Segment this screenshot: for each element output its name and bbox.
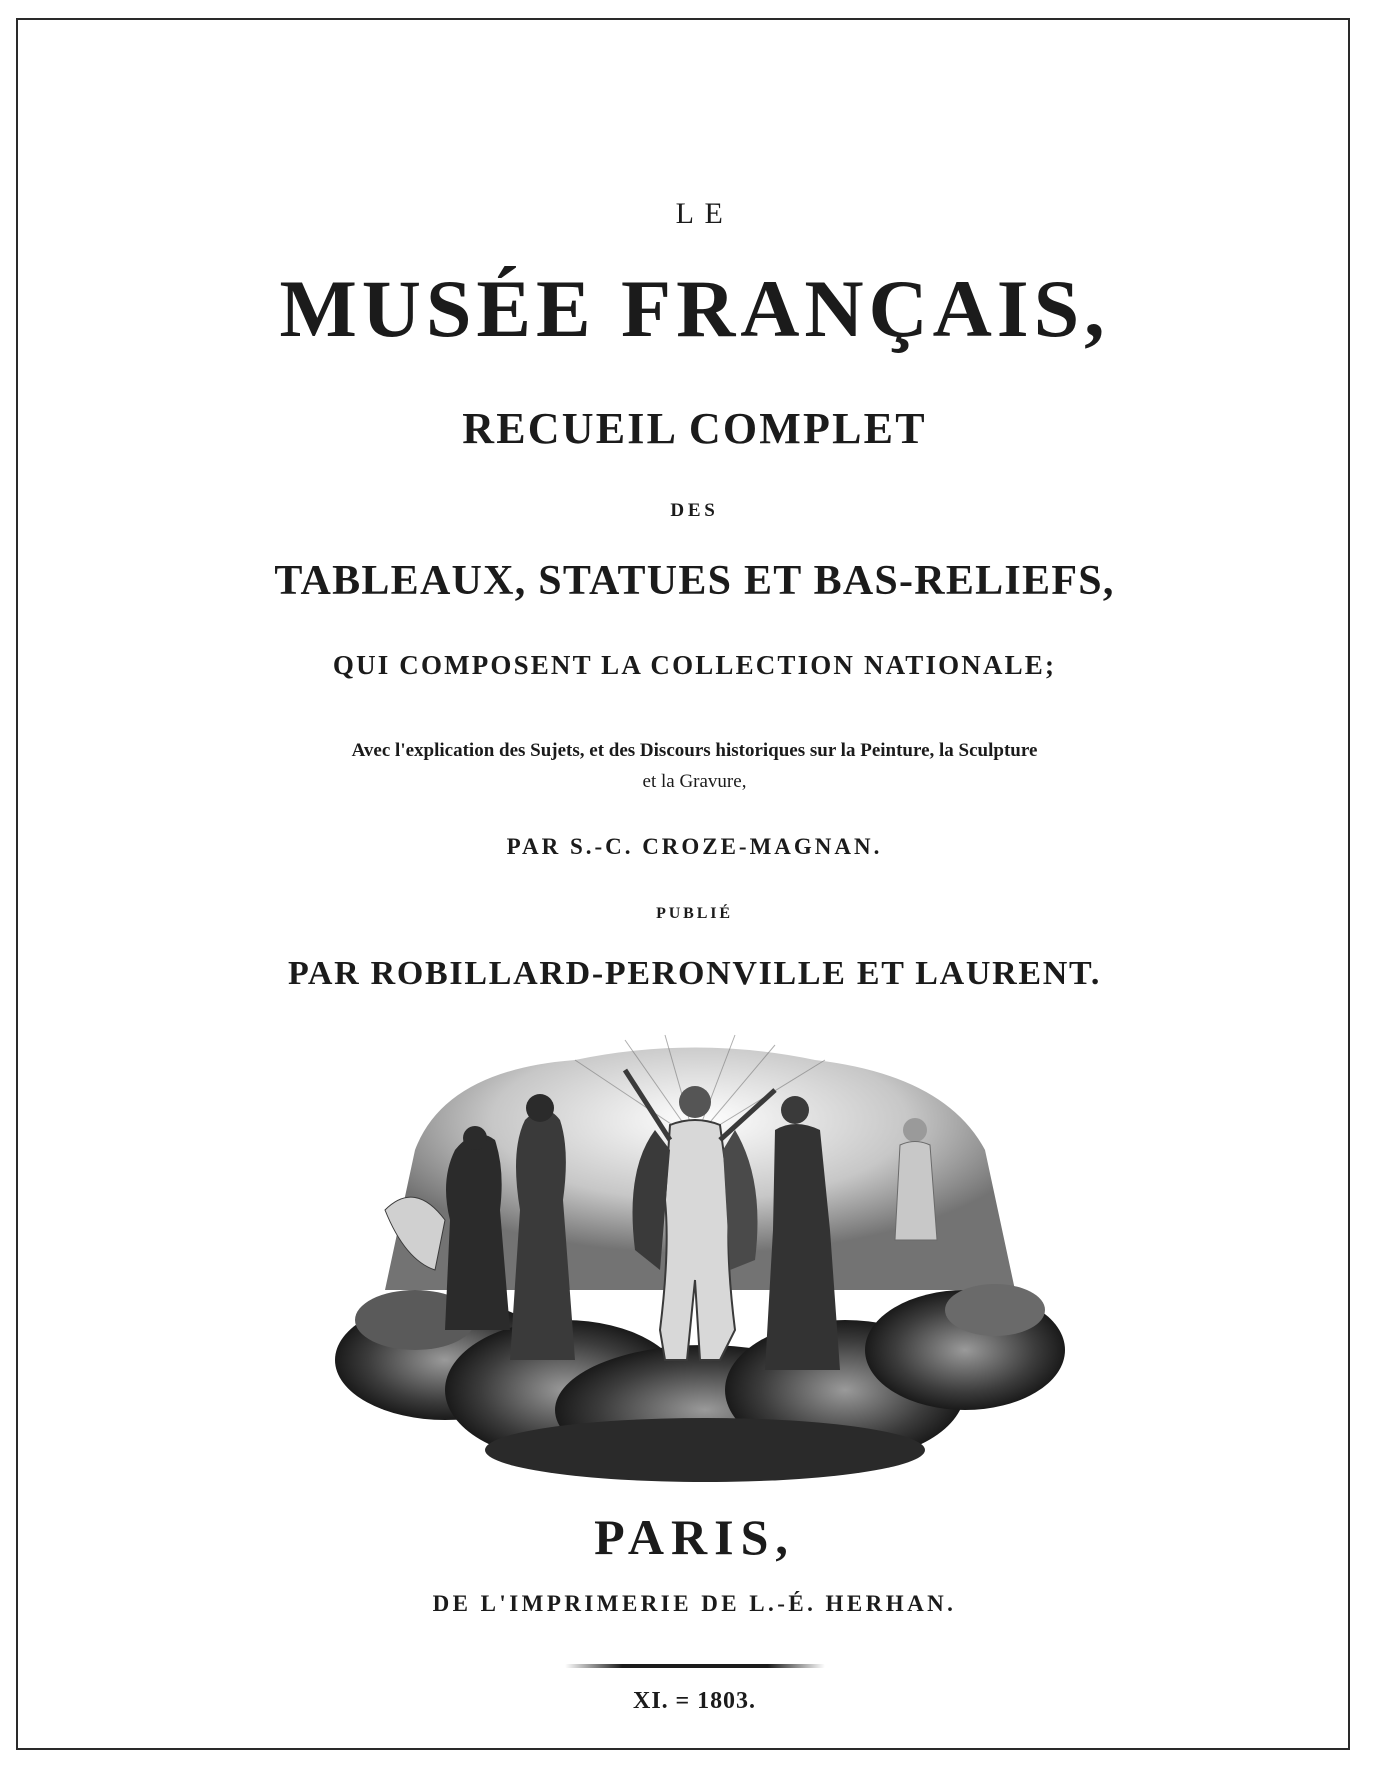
publication-date: XI. = 1803.: [633, 1688, 756, 1714]
works-line: TABLEAUX, STATUES ET BAS-RELIEFS,: [274, 558, 1115, 604]
imprint-city: PARIS,: [594, 1509, 795, 1565]
title-article: LE: [675, 197, 734, 230]
subtitle: RECUEIL COMPLET: [462, 404, 927, 453]
subtitle-connector: DES: [670, 500, 719, 521]
explanation-line-1: Avec l'explication des Sujets, et des Discours historiques sur la Peinture, la Sculpture: [351, 740, 1038, 761]
allegorical-engraving: [325, 1030, 1065, 1490]
collection-line: QUI COMPOSENT LA COLLECTION NATIONALE;: [332, 650, 1057, 680]
explanation-line-2: et la Gravure,: [642, 771, 747, 792]
publishers-line: PAR ROBILLARD-PERONVILLE ET LAURENT.: [287, 955, 1102, 992]
published-label: PUBLIÉ: [656, 905, 733, 922]
decorative-rule: [565, 1664, 825, 1668]
author-line: PAR S.-C. CROZE-MAGNAN.: [506, 834, 883, 859]
printer-line: DE L'IMPRIMERIE DE L.-É. HERHAN.: [432, 1591, 957, 1616]
main-title: MUSÉE FRANÇAIS,: [279, 263, 1110, 354]
